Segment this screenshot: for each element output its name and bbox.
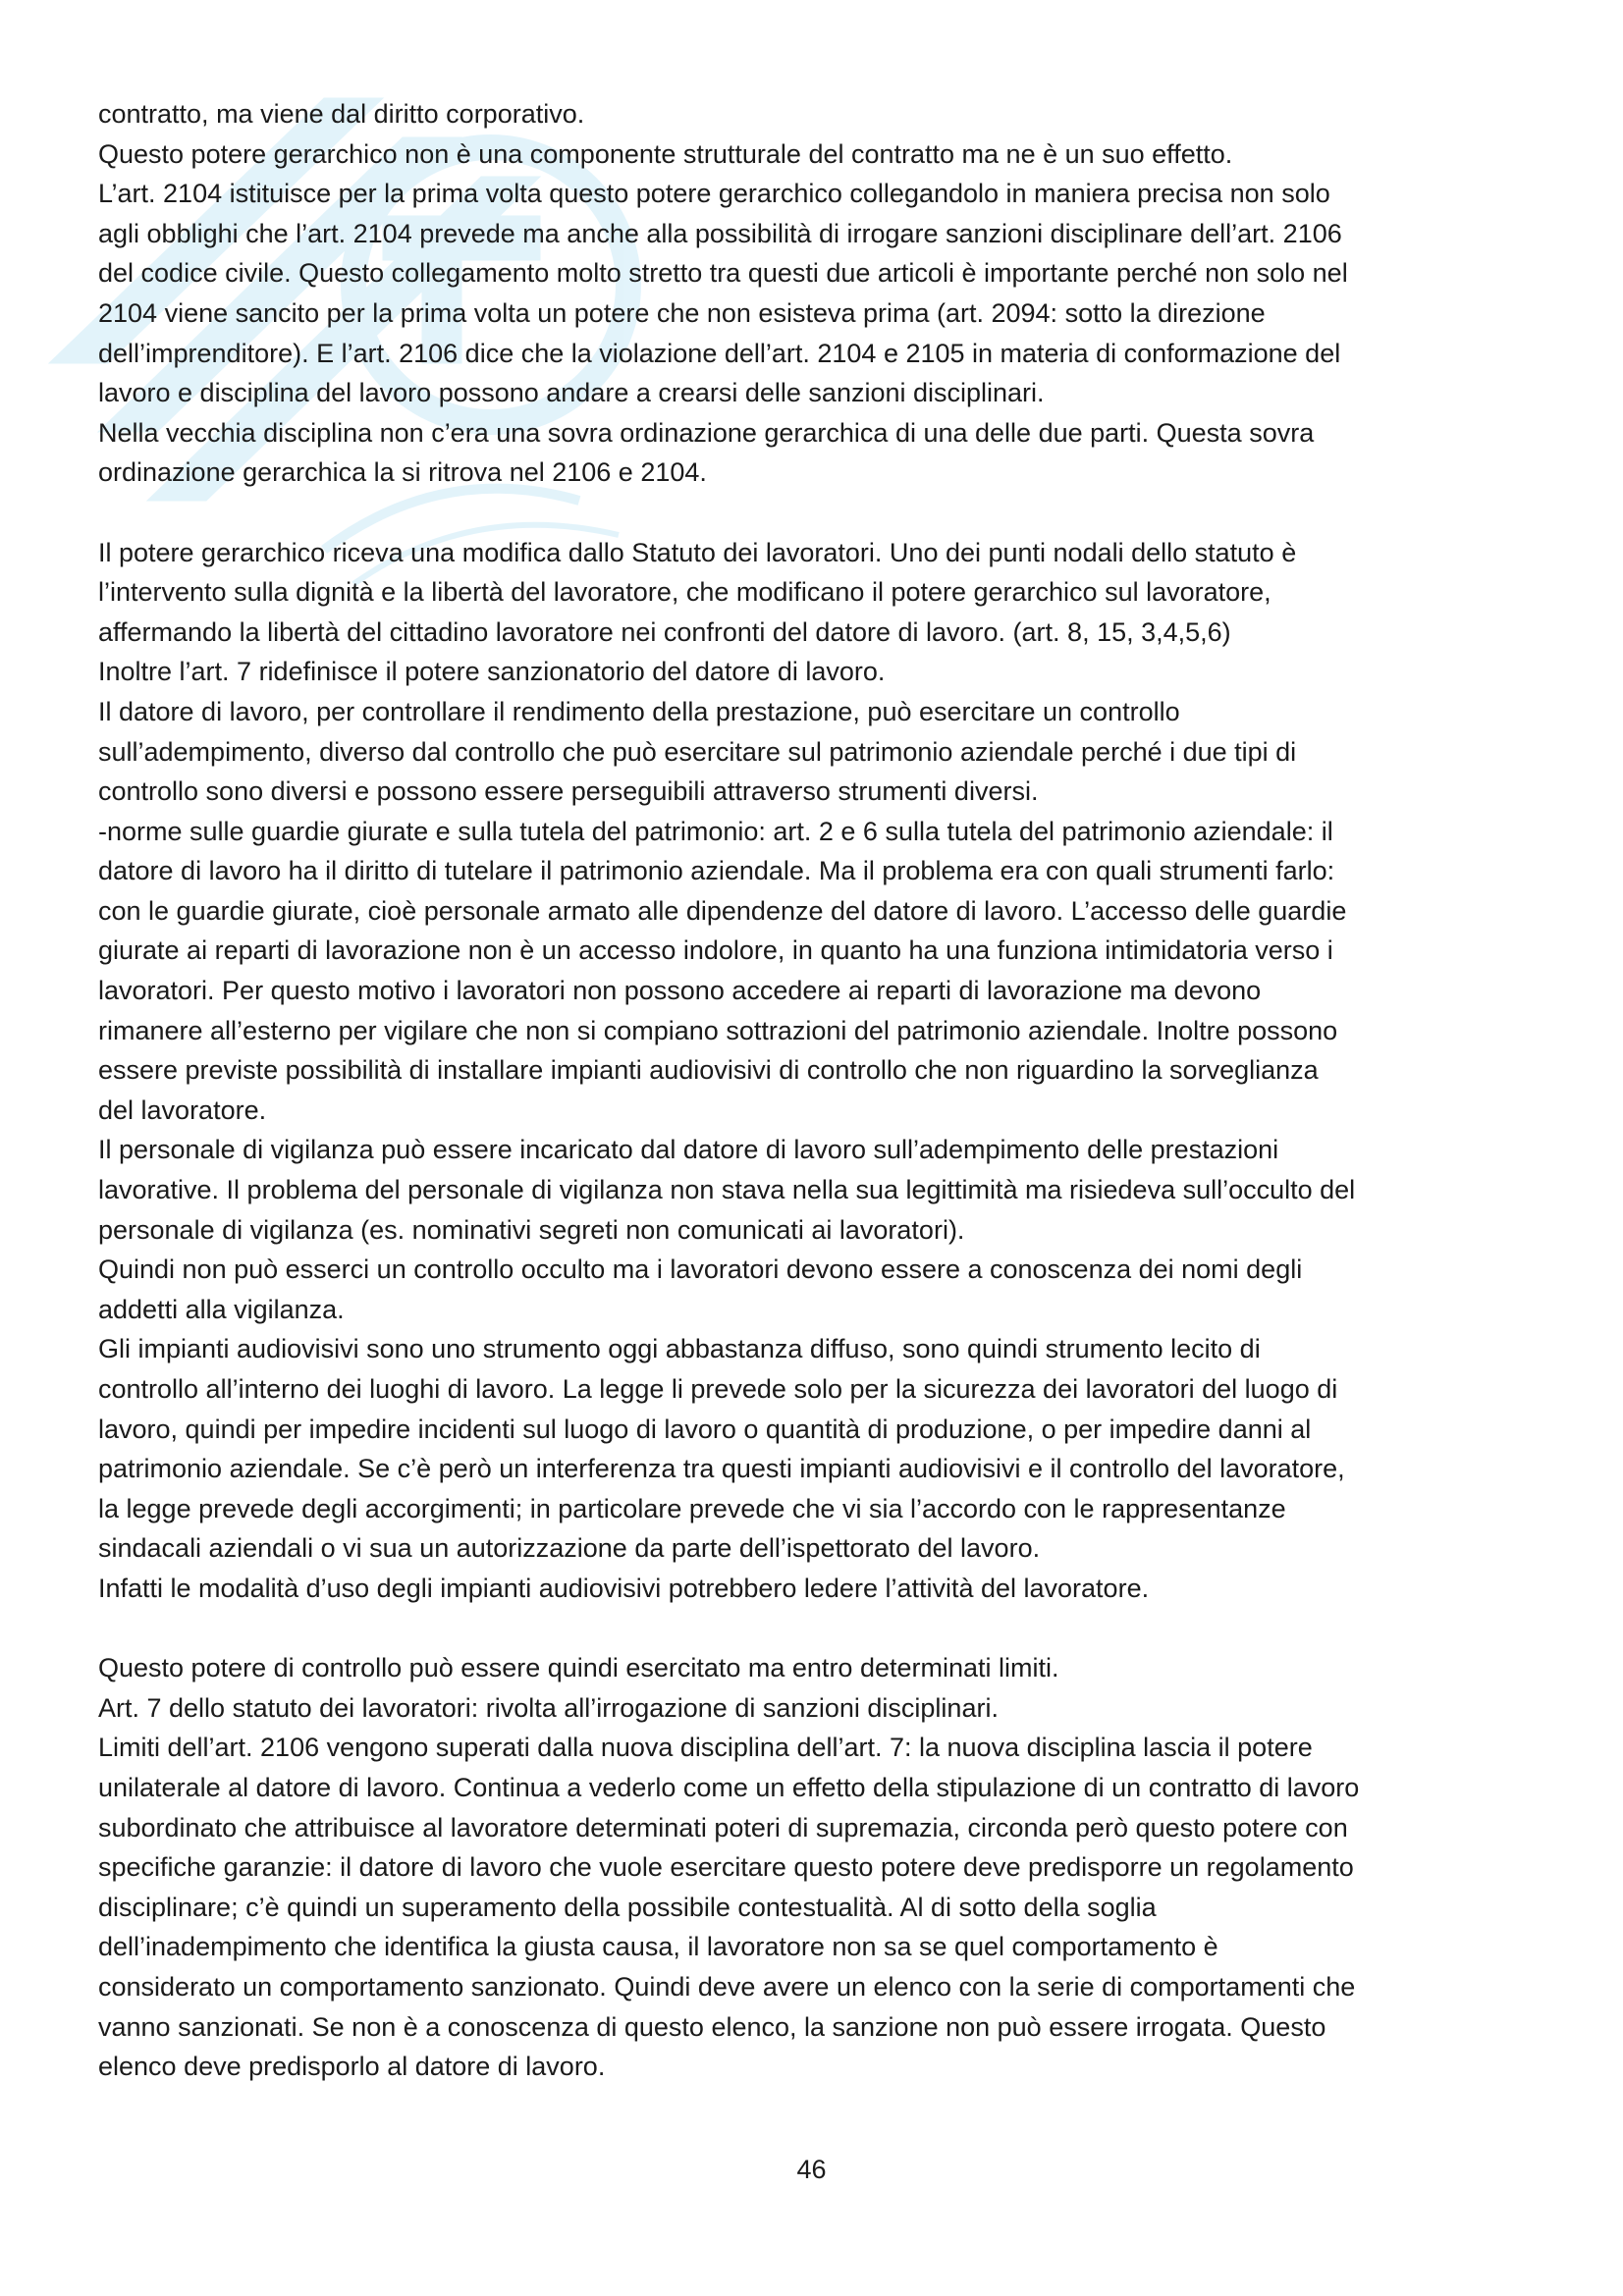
text-line: sull’adempimento, diverso dal controllo che può esercitare sul patrimonio aziendale perché i due tipi di: [98, 736, 1297, 767]
text-line: affermando la libertà del cittadino lavoratore nei confronti del datore di lavoro. (art. 8, 15, 3,4,5,6): [98, 616, 1231, 647]
text-line: lavoratori. Per questo motivo i lavoratori non possono accedere ai reparti di lavorazione ma devono: [98, 976, 1262, 1006]
text-line: controllo all’interno dei luoghi di lavoro. La legge li prevede solo per la sicurezza dei lavoratori del luogo di: [98, 1374, 1338, 1404]
text-line: disciplinare; c’è quindi un superamento della possibile contestualità. Al di sotto della soglia: [98, 1892, 1157, 1922]
text-line: patrimonio aziendale. Se c’è però un interferenza tra questi impianti audiovisivi e il controllo del lavoratore,: [98, 1454, 1345, 1484]
text-line: Gli impianti audiovisivi sono uno strumento oggi abbastanza diffuso, sono quindi strumento lecito di: [98, 1334, 1261, 1364]
text-line: Art. 7 dello statuto dei lavoratori: rivolta all’irrogazione di sanzioni disciplinari.: [98, 1692, 999, 1723]
text-line: essere previste possibilità di installare impianti audiovisivi di controllo che non riguardino la sorveglianza: [98, 1055, 1319, 1086]
paragraph-spacer: [98, 1609, 1542, 1649]
text-line: Quindi non può esserci un controllo occulto ma i lavoratori devono essere a conoscenza dei nomi degli: [98, 1255, 1303, 1285]
text-line: Nella vecchia disciplina non c’era una sovra ordinazione gerarchica di una delle due parti. Questa sovra: [98, 417, 1315, 448]
text-line: Infatti le modalità d’uso degli impianti audiovisivi potrebbero ledere l’attività del lavoratore.: [98, 1573, 1150, 1603]
text-line: dell’inadempimento che identifica la giusta causa, il lavoratore non sa se quel comportamento è: [98, 1932, 1218, 1962]
paragraph-1: [98, 94, 1542, 493]
text-line: L’art. 2104 istituisce per la prima volta questo potere gerarchico collegandolo in maniera precisa non solo: [98, 179, 1330, 209]
text-line: 2104 viene sancito per la prima volta un potere che non esisteva prima (art. 2094: sotto la direzione: [98, 297, 1266, 328]
text-line: -norme sulle guardie giurate e sulla tutela del patrimonio: art. 2 e 6 sulla tutela del patrimonio aziendale: il: [98, 816, 1333, 846]
text-line: contratto, ma viene dal diritto corporativo.: [98, 99, 585, 129]
text-line: lavorative. Il problema del personale di vigilanza non stava nella sua legittimità ma risiedeva sull’occulto del: [98, 1175, 1356, 1205]
page-number: 46: [796, 2155, 827, 2184]
paragraph-2: [98, 533, 1542, 1609]
text-line: Limiti dell’art. 2106 vengono superati dalla nuova disciplina dell’art. 7: la nuova disciplina lascia il potere: [98, 1733, 1313, 1763]
text-line: la legge prevede degli accorgimenti; in particolare prevede che vi sia l’accordo con le rappresentanze: [98, 1493, 1286, 1523]
text-line: rimanere all’esterno per vigilare che non si compiano sottrazioni del patrimonio aziendale. Inoltre possono: [98, 1015, 1338, 1045]
text-line: Questo potere gerarchico non è una componente strutturale del contratto ma ne è un suo effetto.: [98, 138, 1233, 169]
text-line: l’intervento sulla dignità e la libertà del lavoratore, che modificano il potere gerarchico sul lavoratore,: [98, 577, 1271, 608]
text-line: personale di vigilanza (es. nominativi segreti non comunicati ai lavoratori).: [98, 1214, 965, 1245]
paragraph-spacer: [98, 493, 1542, 533]
text-line: giurate ai reparti di lavorazione non è un accesso indolore, in quanto ha una funziona intimidatoria verso i: [98, 935, 1333, 966]
text-line: Il potere gerarchico riceva una modifica dallo Statuto dei lavoratori. Uno dei punti nodali dello statuto è: [98, 537, 1297, 567]
text-line: Questo potere di controllo può essere quindi esercitato ma entro determinati limiti.: [98, 1653, 1059, 1683]
text-line: Inoltre l’art. 7 ridefinisce il potere sanzionatorio del datore di lavoro.: [98, 657, 886, 687]
text-line: elenco deve predisporlo al datore di lavoro.: [98, 2052, 606, 2082]
text-line: Il personale di vigilanza può essere incaricato dal datore di lavoro sull’adempimento delle prestazioni: [98, 1135, 1279, 1165]
text-line: lavoro, quindi per impedire incidenti sul luogo di lavoro o quantità di produzione, o per impedire danni al: [98, 1414, 1312, 1444]
text-line: subordinato che attribuisce al lavoratore determinati poteri di supremazia, circonda però questo potere con: [98, 1812, 1348, 1842]
text-line: ordinazione gerarchica la si ritrova nel 2106 e 2104.: [98, 457, 707, 488]
text-line: controllo sono diversi e possono essere perseguibili attraverso strumenti diversi.: [98, 776, 1039, 807]
text-line: del lavoratore.: [98, 1095, 267, 1125]
text-line: unilaterale al datore di lavoro. Continua a vederlo come un effetto della stipulazione di un contratto di lavoro: [98, 1772, 1360, 1802]
text-line: considerato un comportamento sanzionato. Quindi deve avere un elenco con la serie di comportamenti che: [98, 1971, 1356, 2002]
text-line: specifiche garanzie: il datore di lavoro che vuole esercitare questo potere deve predisporre un regolamento: [98, 1852, 1354, 1883]
text-line: lavoro e disciplina del lavoro possono andare a crearsi delle sanzioni disciplinari.: [98, 378, 1045, 408]
text-line: datore di lavoro ha il diritto di tutelare il patrimonio aziendale. Ma il problema era con quali strumenti farlo:: [98, 856, 1335, 886]
text-line: vanno sanzionati. Se non è a conoscenza di questo elenco, la sanzione non può essere irrogata. Questo: [98, 2011, 1326, 2042]
text-line: con le guardie giurate, cioè personale armato alle dipendenze del datore di lavoro. L’accesso delle guardie: [98, 895, 1347, 926]
document-body: [98, 94, 1542, 2087]
paragraph-3: [98, 1648, 1542, 2087]
text-line: addetti alla vigilanza.: [98, 1294, 345, 1324]
text-line: agli obblighi che l’art. 2104 prevede ma anche alla possibilità di irrogare sanzioni disciplinare dell’art. 2106: [98, 218, 1342, 248]
text-line: sindacali aziendali o vi sua un autorizzazione da parte dell’ispettorato del lavoro.: [98, 1533, 1041, 1564]
text-line: del codice civile. Questo collegamento molto stretto tra questi due articoli è importante perché non solo nel: [98, 258, 1348, 289]
text-line: dell’imprenditore). E l’art. 2106 dice che la violazione dell’art. 2104 e 2105 in materia di conformazione del: [98, 338, 1341, 368]
text-line: Il datore di lavoro, per controllare il rendimento della prestazione, può esercitare un controllo: [98, 696, 1180, 726]
